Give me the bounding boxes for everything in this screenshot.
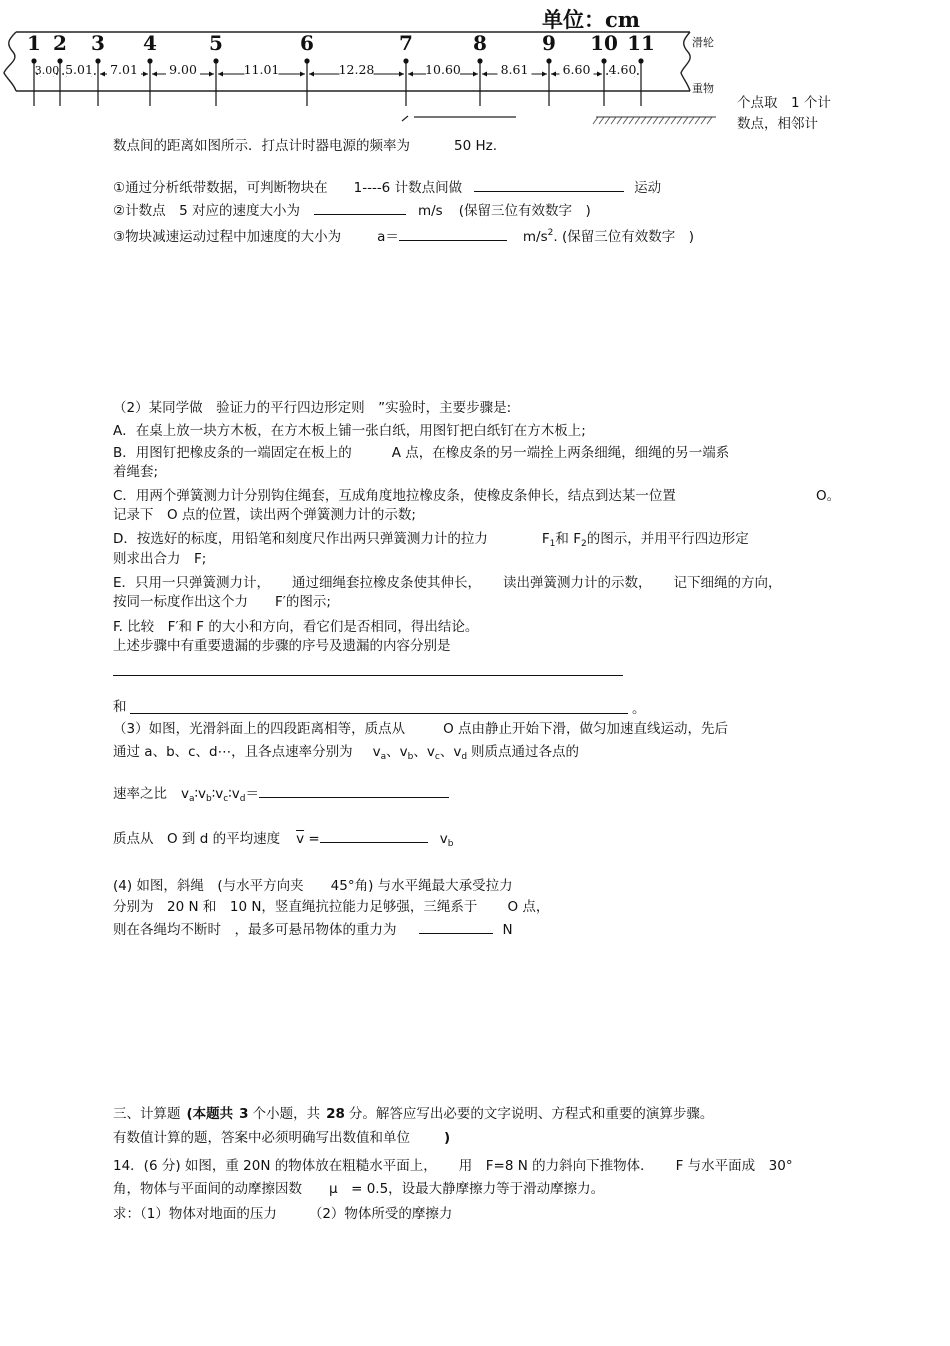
- q2-step-e1c: 读出弹簧测力计的示数，: [503, 575, 652, 591]
- arrow-head: [218, 72, 223, 77]
- arrow-head: [209, 72, 214, 77]
- q1-item2-a: ②计数点 5 对应的速度大小为: [113, 203, 300, 219]
- distance-label: 6.60: [562, 62, 591, 77]
- q1-item3-note: . (保留三位有效数字 ): [553, 229, 694, 245]
- arrow-motion: [402, 116, 516, 121]
- q2-question: 上述步骤中有重要遗漏的步骤的序号及遗漏的内容分别是: [113, 638, 451, 654]
- point-number: 8: [473, 31, 487, 55]
- sec3-l1d: 个小题，共: [252, 1106, 321, 1122]
- q3-ratio-label: 速率之比: [113, 786, 167, 802]
- q4-line1: (4) 如图，斜绳 (与水平方向夹 45°角) 与水平绳最大承受拉力: [113, 878, 513, 894]
- arrow-head: [100, 72, 105, 77]
- pulley-label: 滑轮: [692, 36, 714, 49]
- q1-line1: [113, 137, 497, 155]
- hatch-line: [677, 117, 682, 124]
- q1-item2-blank[interactable]: [314, 201, 406, 215]
- q1-freq: 50 Hz.: [454, 138, 497, 154]
- q14-l1c: F 与水平面成 30°: [675, 1158, 793, 1174]
- q1-line1-text: 数点间的距离如图所示．打点计时器电源的频率为: [113, 138, 410, 154]
- q1-item3-sup: 2: [547, 228, 554, 238]
- q2-step-c1: C．用两个弹簧测力计分别钩住绳套，互成角度地拉橡皮条，使橡皮条伸长，结点到达某一位置: [113, 488, 676, 504]
- arrow-head: [482, 72, 487, 77]
- q1-item3-b: a＝: [377, 229, 399, 245]
- point-number: 6: [300, 31, 314, 55]
- point-number: 9: [542, 31, 556, 55]
- q1-item1-b: 1----6 计数点间做: [353, 180, 463, 196]
- q1-item3-blank[interactable]: [399, 227, 507, 241]
- q3-line2c: 则质点通过各点的: [471, 744, 580, 760]
- q3-v-d: v: [453, 744, 462, 760]
- sec3-title: 三、计算题: [113, 1106, 181, 1122]
- q14-l1a: 14．(6 分) 如图，重 20N 的物体放在粗糙水平面上，: [113, 1158, 437, 1174]
- q2-step-d1-s1: 1: [549, 539, 556, 549]
- q2-step-d2: 则求出合力 F;: [113, 551, 207, 567]
- point-number: 5: [209, 31, 223, 55]
- q3-vbar: $\overline{v}$: [296, 831, 305, 847]
- distance-label: 10.60: [425, 62, 461, 77]
- distance-label: 9.00: [169, 62, 197, 77]
- point-number: 2: [53, 31, 67, 55]
- hatch-line: [623, 117, 628, 124]
- q2-intro: （2）某同学做 验证力的平行四边形定则 ”实验时，主要步骤是:: [113, 400, 512, 416]
- q2-step-d1a: D．按选好的标度，用铅笔和刻度尺作出两只弹簧测力计的拉力: [113, 531, 488, 547]
- hatch-line: [629, 117, 634, 124]
- q2-step-b1a: B．用图钉把橡皮条的一端固定在板上的: [113, 445, 352, 461]
- q2-step-d1-f: F: [541, 531, 550, 547]
- q14-line3: [113, 1205, 452, 1223]
- q2-step-f: F. 比较 F′和 F 的大小和方向，看它们是否相同，得出结论。: [113, 619, 479, 635]
- q3-v-c: v: [426, 744, 435, 760]
- point-number: 1: [27, 31, 41, 55]
- q3-ratio: 速率之比 $v_a∶v_b∶v_c∶v_d=$: [113, 784, 449, 808]
- q4-unit: N: [502, 922, 513, 938]
- q14-l1b: 用 F=8 N 的力斜向下推物体．: [458, 1158, 654, 1174]
- q1-item1-blank[interactable]: [474, 178, 624, 192]
- sec3-l2a: 有数值计算的题，答案中必须明确写出数值和单位: [113, 1130, 410, 1146]
- q3-ratio-blank[interactable]: [259, 784, 449, 798]
- q4-line3: [113, 920, 513, 939]
- point-number: 4: [143, 31, 157, 55]
- q4-line2b: O 点，: [507, 899, 550, 915]
- q14-line2: 角，物体与平面间的动摩擦因数 μ = 0.5，设最大静摩擦力等于滑动摩擦力。: [113, 1181, 605, 1197]
- q1-item2-note: (保留三位有效数字 ): [458, 203, 591, 219]
- q2-step-c2: 记录下 O 点的位置，读出两个弹簧测力计的示数;: [113, 507, 416, 523]
- q14-line1: [113, 1157, 793, 1175]
- q2-step-a: A．在桌上放一块方木板，在方木板上铺一张白纸，用图钉把白纸钉在方木板上;: [113, 423, 586, 439]
- hatch-line: [617, 117, 622, 124]
- q1-item1-c: 运动: [634, 180, 662, 196]
- distance-label: 11.01: [243, 62, 280, 77]
- arrow-head: [152, 72, 157, 77]
- q3-sub-b: b: [407, 752, 414, 762]
- hatch-line: [701, 117, 706, 124]
- sec3-l1b: (本题共: [186, 1106, 234, 1122]
- arrow-head: [597, 72, 602, 77]
- q2-step-d1-and: 和 F: [555, 531, 581, 547]
- hatch-line: [683, 117, 688, 124]
- tape-unit: 单位：cm: [542, 7, 641, 32]
- point-number: 7: [399, 31, 413, 55]
- q2-step-c1b: O。: [816, 488, 841, 504]
- q2-step-e1b: 通过细绳套拉橡皮条使其伸长，: [292, 575, 482, 591]
- hatch-line: [641, 117, 646, 124]
- q3-line1: [113, 720, 728, 738]
- distance-label: 4.60: [608, 62, 637, 77]
- hatch-line: [695, 117, 700, 124]
- arrow-head: [551, 72, 556, 77]
- q1-item3: [113, 224, 694, 246]
- q2-step-d1b: 的图示，并用平行四边形定: [586, 531, 749, 547]
- q4-line3a: 则在各绳均不断时 ，最多可悬吊物体的重力为: [113, 922, 397, 938]
- sec3-line1: [113, 1105, 713, 1123]
- q3-v-a: v: [372, 744, 381, 760]
- q3-eq: =: [308, 831, 320, 847]
- q3-avg: 质点从 O 到 d 的平均速度 $\overline{v} = v_b$: [113, 831, 454, 849]
- q2-answer-line-2[interactable]: [130, 713, 628, 714]
- hatch-line: [605, 117, 610, 124]
- arrow-head: [143, 72, 148, 77]
- hatch-line: [599, 117, 604, 124]
- q4-blank[interactable]: [419, 920, 493, 934]
- q2-answer-line-1[interactable]: [113, 675, 623, 676]
- weight-label: 重物: [692, 82, 714, 95]
- q3-avg-blank[interactable]: [320, 829, 428, 843]
- sec3-l1c: 3: [239, 1106, 249, 1122]
- q1-item2-unit: m/s: [417, 203, 443, 219]
- q2-step-d1: [113, 530, 749, 553]
- q3-line2: 通过 a、b、c、d⋯，且各点速率分别为 $v_a$、$v_b$、$v_c$、$v_d$ 则质点通过各点的: [113, 744, 580, 762]
- arrow-head: [408, 72, 413, 77]
- hatch-line: [635, 117, 640, 124]
- hatch-line: [653, 117, 658, 124]
- sec3-l2b: ): [444, 1130, 451, 1146]
- q14-l3b: （2）物体所受的摩擦力: [308, 1206, 453, 1222]
- q1-item1-a: ①通过分析纸带数据，可判断物块在: [113, 180, 328, 196]
- side-text-2: 数点，相邻计: [737, 116, 818, 132]
- q4-line2: [113, 898, 549, 916]
- arrow-head: [309, 72, 314, 77]
- hatch-line: [689, 117, 694, 124]
- q2-step-b1b: A 点，在橡皮条的另一端拴上两条细绳，细绳的另一端系: [391, 445, 730, 461]
- q2-end: 。: [632, 701, 646, 717]
- q1-item1: [113, 178, 661, 197]
- q3-sub-c: c: [434, 752, 440, 762]
- point-number: 11: [627, 31, 655, 55]
- arrow-head: [399, 72, 404, 77]
- sec3-line2: [113, 1129, 450, 1147]
- arrow-head: [542, 72, 547, 77]
- q2-and: 和: [113, 699, 127, 715]
- q2-step-e1: [113, 574, 782, 592]
- q2-step-e1d: 记下细绳的方向，: [673, 575, 782, 591]
- hatch-line: [665, 117, 670, 124]
- q3-sub-a: a: [380, 752, 387, 762]
- distance-label: 3.00: [34, 64, 60, 77]
- hatch-line: [593, 117, 598, 124]
- q2-step-e2: 按同一标度作出这个力 F′的图示;: [113, 594, 331, 610]
- q2-step-b2: 着绳套;: [113, 464, 159, 480]
- q3-avg-label: 质点从 O 到 d 的平均速度: [113, 831, 281, 847]
- q1-item3-unit: m/s: [522, 229, 548, 245]
- side-text-1: 个点取 1 个计: [737, 95, 831, 111]
- hatch-line: [659, 117, 664, 124]
- q4-line2a: 分别为 20 N 和 10 N，竖直绳抗拉能力足够强，三绳系于: [113, 899, 478, 915]
- q14-l3a: 求：（1）物体对地面的压力: [113, 1206, 277, 1222]
- distance-label: 5.01: [65, 62, 93, 77]
- arrow-head: [473, 72, 478, 77]
- q2-step-b1: [113, 444, 729, 462]
- q1-item2: [113, 201, 591, 220]
- q1-item3-a: ③物块减速运动过程中加速度的大小为: [113, 229, 342, 245]
- sec3-l1e: 28: [326, 1106, 345, 1122]
- q3-line2a: 通过 a、b、c、d⋯，且各点速率分别为: [113, 744, 353, 760]
- sec3-l1f: 分。解答应写出必要的文字说明、方程式和重要的演算步骤。: [348, 1106, 714, 1122]
- q2-step-e1a: E．只用一只弹簧测力计，: [113, 575, 271, 591]
- hatch-line: [671, 117, 676, 124]
- hatch-line: [647, 117, 652, 124]
- point-number: 3: [91, 31, 105, 55]
- point-number: 10: [590, 31, 618, 55]
- q2-step-d1-s2: 2: [580, 539, 587, 549]
- distance-label: 8.61: [500, 62, 529, 77]
- q3-v-b: v: [399, 744, 408, 760]
- arrow-head: [300, 72, 305, 77]
- hatch-line: [611, 117, 616, 124]
- distance-label: 12.28: [338, 62, 375, 77]
- hatch-line: [707, 117, 712, 124]
- q3-line1b: O 点由静止开始下滑，做匀加速直线运动，先后: [443, 721, 729, 737]
- q3-sub-d: d: [461, 752, 468, 762]
- distance-label: 7.01: [110, 62, 138, 77]
- q3-line1a: （3）如图，光滑斜面上的四段距离相等，质点从: [113, 721, 406, 737]
